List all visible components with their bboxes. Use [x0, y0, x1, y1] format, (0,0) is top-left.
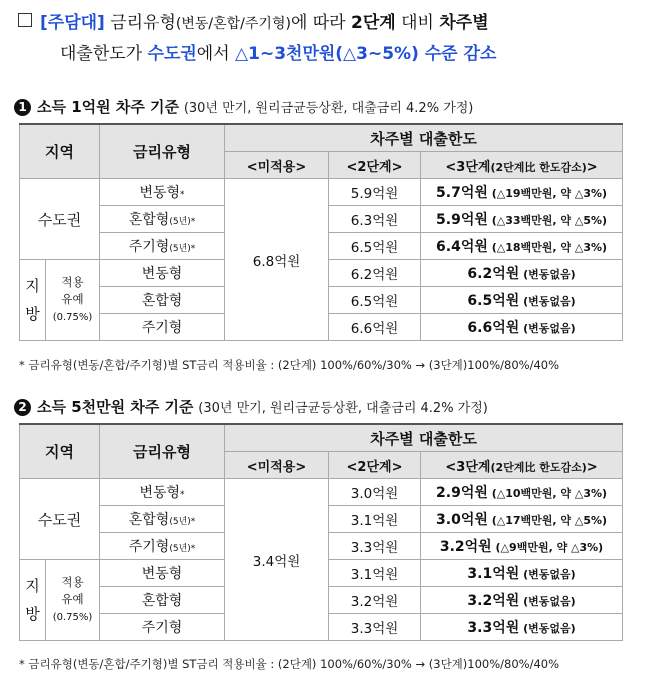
section-title: [14, 396, 488, 417]
rate-type-label: 변동형: [139, 185, 181, 201]
header-text: 대비: [395, 13, 440, 33]
table-row: [20, 479, 623, 506]
stage2-header: <2단계>: [329, 452, 421, 479]
footnote: * 금리유형(변동/혼합/주기형)별 ST금리 적용비율 : (2단계) 100%/60%/30% → (3단계)100%/80%/40%: [19, 657, 560, 671]
rate-type-label: 주기형: [128, 539, 170, 555]
rate-type-label: 변동형: [139, 485, 181, 501]
stage3-header-note: (2단계比 한도감소): [490, 460, 587, 474]
stage2-cell: 3.0억원: [329, 479, 421, 506]
stage3-value: 5.7억원: [436, 185, 488, 201]
stage3-cell: [421, 287, 623, 314]
local-region-label: 방: [25, 305, 40, 323]
header-tag: [주담대]: [40, 13, 105, 33]
unapplied-cell: 3.4억원: [225, 479, 329, 641]
loan-limit-header: 차주별 대출한도: [225, 124, 623, 152]
stage3-note: (△18백만원, 약 △3%): [487, 241, 608, 254]
section-title: [14, 96, 473, 117]
grace-group-label: 유예: [61, 292, 84, 306]
footnote: * 금리유형(변동/혼합/주기형)별 ST금리 적용비율 : (2단계) 100%/60%/30% → (3단계)100%/80%/40%: [19, 358, 560, 372]
stage3-value: 3.3억원: [467, 620, 520, 636]
stage3-header: [421, 152, 623, 179]
stage3-cell: [421, 206, 623, 233]
grace-group-cell: [46, 560, 100, 641]
stage2-cell: 6.2억원: [329, 260, 421, 287]
rate-type-cell: [100, 233, 225, 260]
stage3-value: 6.6억원: [467, 320, 520, 336]
rate-type-label: 주기형: [141, 620, 183, 636]
stage3-cell: [421, 260, 623, 287]
stage2-cell: 3.3억원: [329, 533, 421, 560]
grace-group-label: 적용: [61, 275, 84, 289]
header-text: 대출한도가: [60, 44, 148, 64]
rate-type-label: 주기형: [141, 320, 183, 336]
rate-type-tag: *: [180, 490, 185, 500]
region-header: 지역: [20, 124, 100, 179]
header-text: 에 따라: [290, 13, 352, 33]
rate-type-label: 혼합형: [141, 293, 183, 309]
rate-type-cell: [100, 614, 225, 641]
rate-type-label: 혼합형: [128, 512, 170, 528]
rate-type-label: 혼합형: [141, 593, 183, 609]
stage3-cell: [421, 587, 623, 614]
stage3-cell: [421, 479, 623, 506]
loan-limit-header: 차주별 대출한도: [225, 424, 623, 452]
header-line-1: [18, 8, 648, 39]
header-highlight: △1~3천만원(△3~5%) 수준 감소: [235, 44, 497, 64]
stage3-cell: [421, 233, 623, 260]
header-highlight: 수도권: [147, 44, 197, 64]
document-header: [18, 8, 648, 69]
stage2-cell: 6.6억원: [329, 314, 421, 341]
rate-type-label: 변동형: [141, 566, 183, 582]
stage3-header-note: (2단계比 한도감소): [490, 160, 587, 174]
stage3-header-text: <3단계: [445, 459, 491, 475]
loan-limit-table: [19, 423, 623, 641]
stage3-header-text: >: [586, 159, 598, 175]
grace-group-label: 적용: [61, 575, 84, 589]
table-row: [20, 179, 623, 206]
metro-region-cell: 수도권: [20, 479, 100, 560]
local-region-label: 방: [25, 605, 40, 623]
stage3-cell: [421, 179, 623, 206]
rate-type-header: 금리유형: [100, 124, 225, 179]
section-number-badge: 1: [14, 99, 31, 116]
rate-type-cell: [100, 506, 225, 533]
unapplied-cell: 6.8억원: [225, 179, 329, 341]
header-text: (변동/혼합/주기형): [175, 16, 291, 32]
stage3-note: (변동없음): [519, 622, 576, 635]
grace-group-cell: [46, 260, 100, 341]
grace-group-rate: (0.75%): [52, 612, 93, 623]
metro-region-cell: 수도권: [20, 179, 100, 260]
grace-group-rate: (0.75%): [52, 312, 93, 323]
stage2-cell: 6.3억원: [329, 206, 421, 233]
rate-type-label: 주기형: [128, 239, 170, 255]
rate-type-tag: (5년)*: [169, 544, 196, 554]
stage2-cell: 3.2억원: [329, 587, 421, 614]
rate-type-tag: *: [180, 190, 185, 200]
stage2-cell: 5.9억원: [329, 179, 421, 206]
stage3-value: 6.5억원: [467, 293, 520, 309]
section-heading: 소득 1억원 차주 기준: [37, 98, 180, 116]
stage3-value: 6.4억원: [436, 239, 488, 255]
stage3-note: (변동없음): [519, 268, 576, 281]
stage2-cell: 3.1억원: [329, 560, 421, 587]
rate-type-cell: [100, 179, 225, 206]
stage3-header-text: <3단계: [445, 159, 491, 175]
stage3-cell: [421, 314, 623, 341]
stage3-note: (변동없음): [519, 568, 576, 581]
rate-type-label: 혼합형: [128, 212, 170, 228]
rate-type-tag: (5년)*: [169, 244, 196, 254]
rate-type-tag: (5년)*: [169, 517, 196, 527]
rate-type-cell: [100, 260, 225, 287]
grace-group-label: 유예: [61, 592, 84, 606]
unapplied-header: <미적용>: [225, 452, 329, 479]
section-number-badge: 2: [14, 399, 31, 416]
rate-type-cell: [100, 587, 225, 614]
stage3-note: (△33백만원, 약 △5%): [487, 214, 608, 227]
stage3-value: 5.9억원: [436, 212, 488, 228]
section-subtitle: (30년 만기, 원리금균등상환, 대출금리 4.2% 가정): [183, 101, 474, 116]
rate-type-cell: [100, 560, 225, 587]
stage3-value: 2.9억원: [436, 485, 488, 501]
checkbox-square-icon: [18, 13, 32, 27]
local-region-label: 지: [25, 577, 40, 595]
stage3-note: (변동없음): [519, 595, 576, 608]
stage3-value: 3.1억원: [467, 566, 520, 582]
loan-limit-table: [19, 123, 623, 341]
stage2-cell: 3.3억원: [329, 614, 421, 641]
stage3-note: (△17백만원, 약 △5%): [487, 514, 608, 527]
stage2-header: <2단계>: [329, 152, 421, 179]
local-region-cell: [20, 560, 46, 641]
stage3-note: (변동없음): [519, 295, 576, 308]
stage3-cell: [421, 533, 623, 560]
header-text: 차주별: [439, 13, 489, 33]
stage3-value: 3.0억원: [436, 512, 488, 528]
header-line-2: [18, 39, 648, 69]
rate-type-cell: [100, 479, 225, 506]
rate-type-cell: [100, 206, 225, 233]
rate-type-tag: (5년)*: [169, 217, 196, 227]
stage2-cell: 6.5억원: [329, 233, 421, 260]
stage3-cell: [421, 560, 623, 587]
stage3-note: (△10백만원, 약 △3%): [487, 487, 608, 500]
rate-type-label: 변동형: [141, 266, 183, 282]
unapplied-header: <미적용>: [225, 152, 329, 179]
region-header: 지역: [20, 424, 100, 479]
header-text: 에서: [196, 44, 236, 64]
rate-type-cell: [100, 533, 225, 560]
local-region-cell: [20, 260, 46, 341]
rate-type-cell: [100, 287, 225, 314]
local-region-label: 지: [25, 277, 40, 295]
section-heading: 소득 5천만원 차주 기준: [37, 398, 194, 416]
rate-type-cell: [100, 314, 225, 341]
section-subtitle: (30년 만기, 원리금균등상환, 대출금리 4.2% 가정): [198, 401, 488, 416]
stage2-cell: 6.5억원: [329, 287, 421, 314]
header-text: 금리유형: [104, 13, 176, 33]
stage3-value: 6.2억원: [467, 266, 520, 282]
stage3-note: (△19백만원, 약 △3%): [487, 187, 608, 200]
stage3-cell: [421, 614, 623, 641]
rate-type-header: 금리유형: [100, 424, 225, 479]
stage3-header: [421, 452, 623, 479]
stage3-note: (변동없음): [519, 322, 576, 335]
stage3-cell: [421, 506, 623, 533]
stage2-cell: 3.1억원: [329, 506, 421, 533]
stage3-value: 3.2억원: [467, 593, 520, 609]
header-text: 2단계: [351, 13, 396, 33]
stage3-header-text: >: [586, 459, 598, 475]
stage3-note: (△9백만원, 약 △3%): [491, 541, 604, 554]
stage3-value: 3.2억원: [439, 539, 492, 555]
